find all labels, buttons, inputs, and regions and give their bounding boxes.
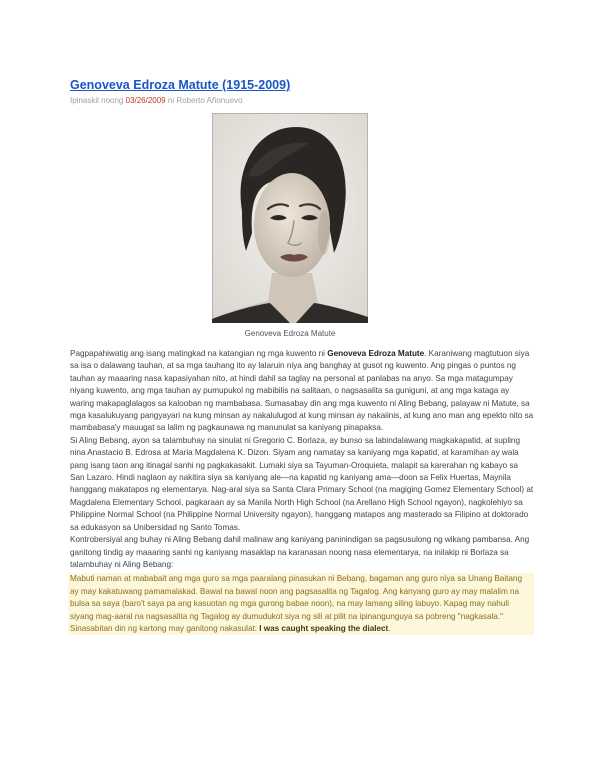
article (70, 76, 534, 635)
paragraph-3: Kontrobersiyal ang buhay ni Aling Bebang dahil malinaw ang kaniyang paninindigan sa pagsusulong ng wikang pambansa. Ang ganitong tindig ay maaaring sanhi ng kaniyang masaklap na karanasan noong nasa elementarya, na inilakip ni Borlaza sa talambuhay ni Aling Bebang: (70, 535, 530, 569)
post-meta (70, 95, 534, 107)
subject-name-bold: Genoveva Edroza Matute (327, 349, 425, 358)
paragraph-1-text-a: Pagpapahiwatig ang isang matingkad na katangian ng mga kuwento ni (70, 349, 328, 358)
quote-end: . (388, 623, 391, 633)
paragraph-1 (70, 348, 534, 435)
article-title-link[interactable]: Genoveva Edroza Matute (1915-2009) (70, 78, 291, 92)
photo-figure (212, 113, 368, 340)
meta-prefix: Ipinaskil noong (70, 96, 126, 105)
quote-bold-phrase: I was caught speaking the dialect (259, 623, 389, 633)
post-date[interactable]: 03/26/2009 (125, 96, 166, 105)
paragraph-2: Si Aling Bebang, ayon sa talambuhay na sinulat ni Gregorio C. Borlaza, ay bunso sa labindalawang magkakapatid, at supling nina Anastacio B. Edrosa at Maria Magdalena K. Dizon. Siyam ang namatay sa kaniyang mga kapatid, at karamihan ay wala pang isang taon ang itinagal sanhi ng pagkakasakit. Lumaki siya sa Tayuman-Oroquieta, malapit sa karerahan ng kabayo sa San Lazaro. Hindi naglaon ay nakitira siya sa kaniyang ale—na kapatid ng kaniyang ama—doon sa Felix Huertas, Maynila hanggang makatapos ng elementarya. Nag-aral siya sa Santa Clara Primary School (na magiging Gomez Elementary School) at Magdalena Elementary School, pagkaraan ay sa Manila North High School (na Arellano High School ngayon), nagkolehiyo sa Philippine Normal School (na Philippine Normal University ngayon), hanggang matapos ang masterado sa Filipino at doktorado sa edukasyon sa Unibersidad ng Santo Tomas. (70, 435, 534, 532)
blockquote (68, 573, 534, 635)
portrait-photo (212, 113, 368, 323)
meta-author: ni Roberto Añonuevo (165, 96, 243, 105)
photo-caption: Genoveva Edroza Matute (244, 329, 336, 338)
quote-text: Mabuti naman at mababait ang mga guro sa mga paaralang pinasukan ni Bebang, bagaman ang guro niya sa Unang Baitang ay may kakatuwang pamamalakad. Bawal na bawal noon ang pagsasalita ng Tagalog. Ang kanyang guro ay may malalim na bulsa sa saya (baro't saya pa ang kasuotan ng mga gurong babae noon), na may lamang siling labuyo. Kapag may nahuli siyang mag-aaral na nagsasalita ng Tagalog ay dumudukot siya ng sili at pilit na ipinangunguya sa pobreng "nagkasala." Sinasabitan din ng kartong may ganitong nakasulat: (70, 574, 522, 633)
paragraph-1-text-b: . Karaniwang magtutuon siya sa isa o dalawang tauhan, at sa mga tauhang ito ay lalaruin niya ang banghay at gusot ng kuwento. Ang pingas o puntos ng tauhan ay maaaring nasa kapasiyahan nito, at hindi dahil sa taglay na personal at panlabas na anyo. Sa mga matagumpay niyang kuwento, ang mga tauhan ay pumupukol ng mabibilis na salitaan, o nagsasalita sa guniguni, at ang mga kataga ay waring makapaglalagos sa kalooban ng mambabasa. Sumasabay din ang mga kuwento ni Aling Bebang, palayaw ni Matute, sa mga kasalukuyang pangyayari na kung minsan ay nakalulugod at kung minsan ay nakaiinis, at kung ano man ang epekto nito sa mambabasa'y mauugat sa lalim ng pagkaunawa ng manunulat sa kaniyang pinapaksa. (70, 349, 534, 433)
